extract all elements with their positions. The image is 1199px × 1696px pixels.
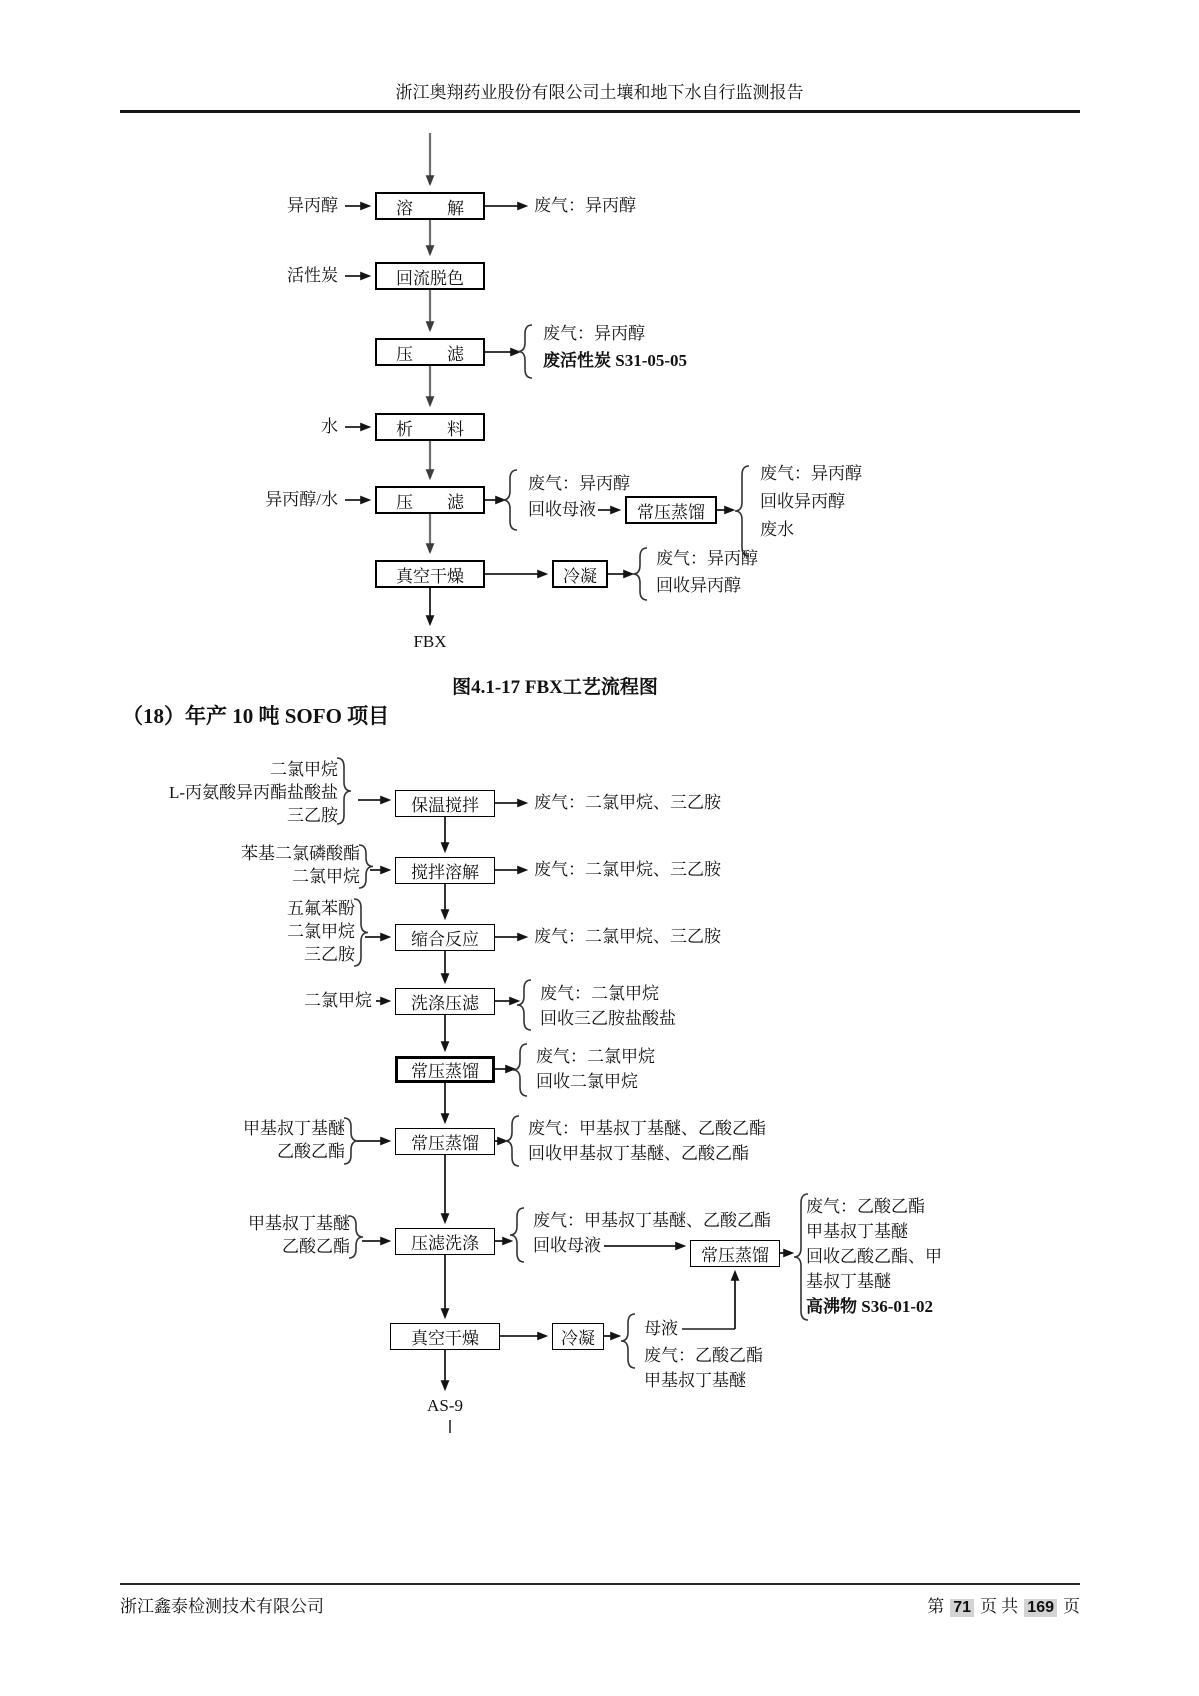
fbx-box-dissolve: 溶 解 <box>375 192 485 220</box>
fbx-out-condense-recover-ipa: 回收异丙醇 <box>656 576 741 595</box>
sofo-out-distill2-recover: 回收甲基叔丁基醚、乙酸乙酯 <box>528 1144 749 1163</box>
fbx-out-condense-gas: 废气：异丙醇 <box>656 549 758 568</box>
sofo-out-distill2-gas: 废气：甲基叔丁基醚、乙酸乙酯 <box>528 1119 766 1138</box>
sofo-box-filter-wash: 压滤洗涤 <box>395 1228 495 1255</box>
sofo-out-distill3-recover-2: 基叔丁基醚 <box>806 1272 891 1291</box>
sofo-out-distill1-gas: 废气：二氯甲烷 <box>536 1047 655 1066</box>
sofo-product-label: AS-9 <box>427 1396 463 1415</box>
report-title: 浙江奥翔药业股份有限公司土壤和地下水自行监测报告 <box>395 83 804 102</box>
fbx-out-mother-liquor: 回收母液 <box>528 500 596 519</box>
sofo-out-warm-stir-gas: 废气：二氯甲烷、三乙胺 <box>534 793 721 812</box>
fbx-box-atmospheric-distill: 常压蒸馏 <box>625 496 717 524</box>
sofo-input-dcm-3: 二氯甲烷 <box>287 922 355 941</box>
sofo-out-filterwash-gas: 废气：甲基叔丁基醚、乙酸乙酯 <box>533 1211 771 1230</box>
page-label: 第 <box>927 1597 945 1616</box>
footer-rule <box>120 1583 1080 1585</box>
page-label: 页 共 <box>980 1597 1019 1616</box>
sofo-out-distill3-gas-1: 废气：乙酸乙酯 <box>806 1197 925 1216</box>
sofo-box-vacuum-dry: 真空干燥 <box>390 1323 500 1350</box>
fbx-product-label: FBX <box>413 632 447 651</box>
sofo-input-dcm-1: 二氯甲烷 <box>270 760 338 779</box>
fbx-out-distill-gas: 废气：异丙醇 <box>760 464 862 483</box>
sofo-out-distill3-recover-1: 回收乙酸乙酯、甲 <box>806 1247 942 1266</box>
sofo-input-triethylamine-2: 三乙胺 <box>304 945 355 964</box>
sofo-out-wash-gas: 废气：二氯甲烷 <box>540 984 659 1003</box>
sofo-box-distill-3: 常压蒸馏 <box>690 1240 780 1267</box>
fbx-box-condense: 冷凝 <box>552 560 608 588</box>
fbx-input-isopropanol: 异丙醇 <box>287 196 338 215</box>
header-rule <box>120 110 1080 113</box>
fbx-box-press-filter-2: 压 滤 <box>375 486 485 514</box>
fbx-box-press-filter-1: 压 滤 <box>375 338 485 366</box>
sofo-box-stir-dissolve: 搅拌溶解 <box>395 857 495 884</box>
sofo-input-pentafluorophenol: 五氟苯酚 <box>287 899 355 918</box>
page-number: 71 <box>950 1599 974 1617</box>
fbx-input-activated-carbon: 活性炭 <box>287 266 338 285</box>
fbx-input-water: 水 <box>321 417 338 436</box>
fbx-out-filter1-gas: 废气：异丙醇 <box>543 324 645 343</box>
fbx-box-vacuum-dry: 真空干燥 <box>375 560 485 588</box>
sofo-input-phenyl-dichlorophosphate: 苯基二氯磷酸酯 <box>241 844 360 863</box>
sofo-box-warm-stir: 保温搅拌 <box>395 790 495 817</box>
fbx-out-wastewater: 废水 <box>760 520 794 539</box>
section-heading-sofo: （18）年产 10 吨 SOFO 项目 <box>122 704 390 728</box>
footer-company: 浙江鑫泰检测技术有限公司 <box>120 1597 324 1616</box>
sofo-out-high-boilers: 高沸物 S36-01-02 <box>806 1297 934 1316</box>
fbx-box-reflux-decolor: 回流脱色 <box>375 262 485 290</box>
sofo-out-distill1-recover: 回收二氯甲烷 <box>536 1072 638 1091</box>
fbx-out-distill-recover-ipa: 回收异丙醇 <box>760 492 845 511</box>
fbx-out-waste-carbon: 废活性炭 S31-05-05 <box>543 351 688 370</box>
fbx-out-dissolve-gas: 废气：异丙醇 <box>534 196 636 215</box>
page-label: 页 <box>1063 1597 1080 1616</box>
sofo-box-wash-press-filter: 洗涤压滤 <box>395 988 495 1015</box>
sofo-out-reaction-gas: 废气：二氯甲烷、三乙胺 <box>534 927 721 946</box>
sofo-out-filterwash-mother: 回收母液 <box>533 1236 601 1255</box>
sofo-input-ethyl-acetate-1: 乙酸乙酯 <box>277 1142 345 1161</box>
footer-page-indicator <box>927 1592 1080 1617</box>
sofo-input-dcm-wash: 二氯甲烷 <box>304 991 372 1010</box>
sofo-box-condensation-reaction: 缩合反应 <box>395 924 495 951</box>
sofo-input-mtbe-1: 甲基叔丁基醚 <box>243 1119 345 1138</box>
fbx-figure-caption: 图4.1-17 FBX工艺流程图 <box>452 677 658 698</box>
fbx-input-isopropanol-water: 异丙醇/水 <box>265 490 338 509</box>
fbx-out-filter2-gas: 废气：异丙醇 <box>528 474 630 493</box>
sofo-out-dissolve-gas: 废气：二氯甲烷、三乙胺 <box>534 860 721 879</box>
sofo-out-condense-gas-1: 废气：乙酸乙酯 <box>644 1346 763 1365</box>
sofo-input-l-alanine-ester: L-丙氨酸异丙酯盐酸盐 <box>168 783 338 802</box>
sofo-box-distill-2: 常压蒸馏 <box>395 1128 495 1155</box>
sofo-out-condense-mother: 母液 <box>644 1319 678 1338</box>
sofo-input-dcm-2: 二氯甲烷 <box>292 867 360 886</box>
sofo-out-distill3-gas-2: 甲基叔丁基醚 <box>806 1222 908 1241</box>
sofo-box-distill-1: 常压蒸馏 <box>395 1056 495 1083</box>
sofo-box-condense: 冷凝 <box>552 1323 604 1350</box>
fbx-box-separate: 析 料 <box>375 413 485 441</box>
page-total: 169 <box>1024 1599 1057 1617</box>
sofo-out-condense-gas-2: 甲基叔丁基醚 <box>644 1371 746 1390</box>
sofo-input-mtbe-2: 甲基叔丁基醚 <box>248 1214 350 1233</box>
sofo-input-ethyl-acetate-2: 乙酸乙酯 <box>282 1237 350 1256</box>
sofo-input-triethylamine-1: 三乙胺 <box>287 806 338 825</box>
sofo-out-wash-recover-salt: 回收三乙胺盐酸盐 <box>540 1009 676 1028</box>
